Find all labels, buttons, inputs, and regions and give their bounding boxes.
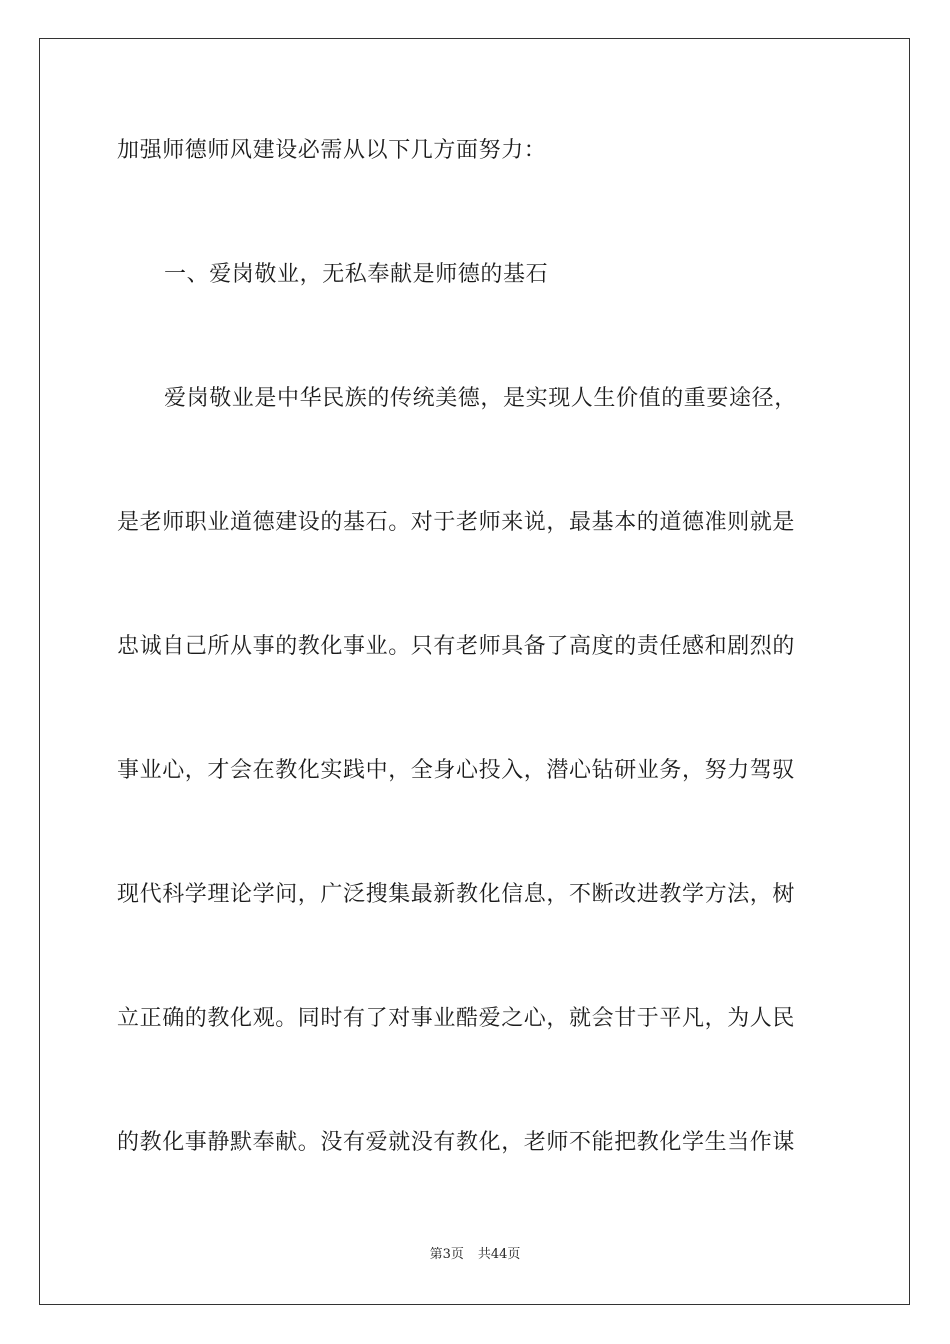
paragraph-line-3: 忠诚自己所从事的教化事业。只有老师具备了高度的责任感和剧烈的 bbox=[117, 634, 796, 659]
paragraph-line-1: 爱岗敬业是中华民族的传统美德，是实现人生价值的重要途径， bbox=[164, 386, 797, 411]
paragraph-line-7: 的教化事静默奉献。没有爱就没有教化，老师不能把教化学生当作谋 bbox=[117, 1130, 796, 1155]
paragraph-line-6: 立正确的教化观。同时有了对事业酷爱之心，就会甘于平凡，为人民 bbox=[117, 1006, 796, 1031]
page-footer bbox=[0, 1246, 950, 1264]
section-heading: 一、爱岗敬业，无私奉献是师德的基石 bbox=[164, 262, 549, 287]
paragraph-line-2: 是老师职业道德建设的基石。对于老师来说，最基本的道德准则就是 bbox=[117, 510, 796, 535]
page-total: 共44页 bbox=[477, 1247, 521, 1262]
paragraph-line-5: 现代科学理论学问，广泛搜集最新教化信息，不断改进教学方法，树 bbox=[117, 882, 796, 907]
intro-line: 加强师德师风建设必需从以下几方面努力： bbox=[117, 138, 547, 163]
paragraph-line-4: 事业心，才会在教化实践中，全身心投入，潜心钻研业务，努力驾驭 bbox=[117, 758, 796, 783]
page-number: 第3页 bbox=[429, 1247, 464, 1262]
page-border bbox=[39, 38, 910, 1305]
